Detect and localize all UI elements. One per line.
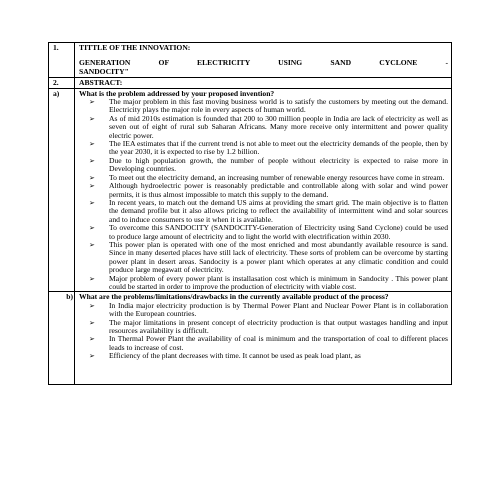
row-letter: b) [49,292,75,385]
arrow-bullet-icon: ➢ [89,198,95,207]
list-item: ➢ In India major electricity production is by Thermal Power Plant and Nuclear Power Plant is in collaboration with the European countries. [89,300,448,319]
list-item: ➢ To meet out the electricity demand, an increasing number of renewable energy resources have come in stream. [89,172,445,182]
abstract-label: ABSTRACT: [75,78,452,88]
row-number: 1. [49,43,75,78]
innovation-title-line1: GENERATION OF ELECTRICITY USING SAND CYCLONE - [79,58,448,68]
arrow-bullet-icon: ➢ [89,224,95,233]
arrow-bullet-icon: ➢ [89,182,95,191]
row-abstract [49,78,452,88]
bullet-list [79,302,448,361]
arrow-bullet-icon: ➢ [89,301,95,310]
list-item: ➢ Efficiency of the plant decreases with time. It cannot be used as peak load plant, as [89,351,361,361]
title-label: TITTLE OF THE INNOVATION: [79,43,191,52]
list-item: ➢ To overcome this SANDOCITY (SANDOCITY-Generation of Electricity using Sand Cyclone) could be used to produce large amount of electricity and to light the world with electrification within 2030. [89,223,448,241]
arrow-bullet-icon: ➢ [89,318,95,327]
arrow-bullet-icon: ➢ [89,173,95,182]
arrow-bullet-icon: ➢ [89,274,95,283]
arrow-bullet-icon: ➢ [89,335,95,344]
arrow-bullet-icon: ➢ [89,156,95,165]
list-item: ➢ Although hydroelectric power is reasonably predictable and controllable along with solar and wind power permits, it is thus almost impossible to match this supply to the demand. [89,181,448,199]
list-item: ➢ In Thermal Power Plant the availability of coal is minimum and the transportation of coal to different places leads to increase of cost. [89,334,448,352]
question-heading: What is the problem addressed by your proposed invention? [79,88,275,98]
list-item: ➢ Major problem of every power plant is installasation cost which is minimum in Sandocity . This power plant could be started in order to improve the production of electricity with viable cost. [89,273,448,291]
arrow-bullet-icon: ➢ [89,140,95,149]
list-item: ➢ The major problem in this fast moving business world is to satisfy the customers by meeting out the demand. Electricity plays the major role in every aspects of human world. [89,97,448,115]
list-item: ➢ The IEA estimates that if the current trend is not able to meet out the electricity demands of the people, then by the year 2030, it is expected to rise by 1.2 billion. [89,139,448,157]
innovation-form-table [48,42,452,385]
row-limitations [49,292,452,385]
innovation-title-line2: SANDOCITY" [79,66,129,76]
row-title [49,43,452,78]
list-item: ➢ The major limitations in present concept of electricity production is that output wastages handling and input resources availability is difficult. [89,317,448,335]
row-problem-addressed [49,88,452,292]
list-item: ➢ In recent years, to match out the demand US aims at providing the smart grid. The main objective is to flatten the demand profile but it also allows pricing to reflect the availability of intermittent wind and solar sources and to induce consumers to use it when it is available. [89,197,448,224]
list-item: ➢ As of mid 2010s estimation is founded that 200 to 300 million people in India are lack of electricity as well as seven out of eight of rural sub Saharan Africans. Many more receive only intermittent and power quality electric power. [89,113,448,140]
arrow-bullet-icon: ➢ [89,114,95,123]
row-letter: a) [49,88,75,292]
arrow-bullet-icon: ➢ [89,240,95,249]
row-number: 2. [49,78,75,88]
list-item: ➢ Due to high population growth, the number of people without electricity is expected to raise more in Developing countries. [89,155,448,174]
bullet-list [79,98,448,291]
question-heading: What are the problems/limitations/drawbacks in the currently available product of the process? [79,293,389,302]
arrow-bullet-icon: ➢ [89,352,95,361]
arrow-bullet-icon: ➢ [89,98,95,107]
list-item: ➢ This power plan is operated with one of the most enriched and most abundantly available resource is sand. Since in many deserted places have still lack of electricity. These sorts of problem can be overcome by starting power plant in desert areas. Sandocity is a power plant which operates at any climatic condition and could produce large megawatt of electricity. [89,239,448,275]
